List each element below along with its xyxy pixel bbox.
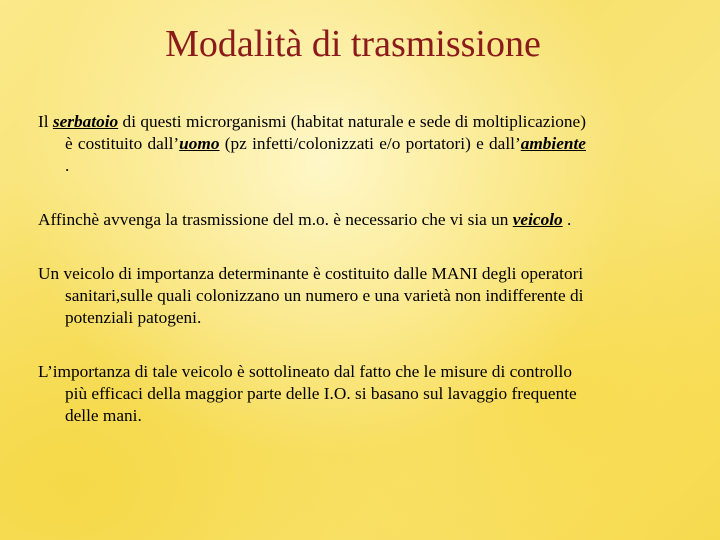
text: di questi microrganismi (habitat naturale e sede di moltiplicazione) è costituito dall’ xyxy=(65,112,586,153)
slide-title: Modalità di trasmissione xyxy=(165,23,541,65)
term-uomo: uomo xyxy=(179,134,220,153)
text: Il xyxy=(38,112,53,131)
term-serbatoio: serbatoio xyxy=(52,112,119,131)
text: (pz infetti/colonizzati e/o portatori) e dall’ xyxy=(219,134,521,153)
paragraph-mani xyxy=(38,263,586,329)
text: . xyxy=(65,156,70,175)
text: . xyxy=(562,210,572,229)
paragraph-veicolo xyxy=(38,209,586,231)
text: Un veicolo di importanza determinante è costituito dalle MANI degli operatori sanitari,sulle quali colonizzano un numero e una varietà non indifferente di potenziali patogeni. xyxy=(38,264,584,327)
term-ambiente: ambiente xyxy=(520,134,586,153)
paragraph-serbatoio xyxy=(38,111,586,177)
text: Affinchè avvenga la trasmissione del m.o. è necessario che vi sia un xyxy=(38,210,513,229)
paragraph-lavaggio xyxy=(38,361,586,427)
term-veicolo: veicolo xyxy=(512,210,563,229)
slide-body xyxy=(38,111,586,427)
text: L’importanza di tale veicolo è sottolineato dal fatto che le misure di controllo più efficaci della maggior parte delle I.O. si basano sul lavaggio frequente delle mani. xyxy=(38,362,577,425)
